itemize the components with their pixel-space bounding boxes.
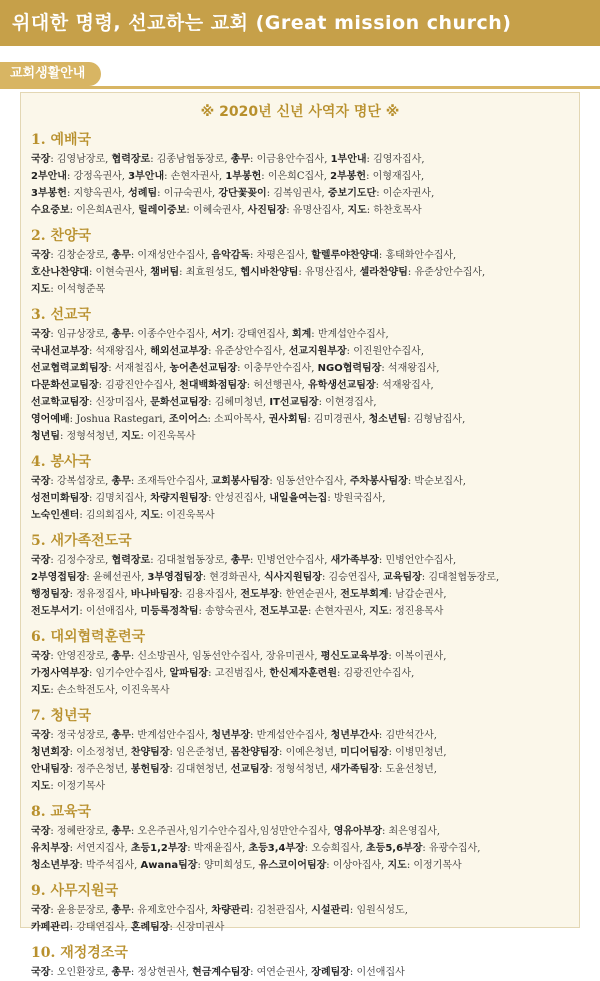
member-line: 국장: 김정수장로, 협력장로: 김대철협동장로, 총무: 민병언안수집사, 새가족부장: 민병언안수집사, bbox=[31, 555, 457, 566]
page-header bbox=[0, 0, 600, 46]
member-line: 행정팀장: 정유정집사, 바나바팀장: 김용자집사, 전도부장: 한연순권사, 전도부회계: 남갑순권사, bbox=[31, 589, 447, 600]
section-tab-label: 교회생활안내 bbox=[10, 66, 86, 81]
member-line: 청년팀: 정형석청년, 지도: 이진욱목사 bbox=[31, 431, 196, 442]
page-title: 위대한 명령, 선교하는 교회 (Great mission church) bbox=[12, 12, 512, 34]
department-title: 8. 교육국 bbox=[31, 804, 92, 820]
member-line: 가정사역부장: 임기수안수집사, 알파팀장: 고진범집사, 한신제자훈련원: 김광진안수집사, bbox=[31, 668, 415, 679]
department-section bbox=[31, 801, 569, 874]
member-line: 청년회장: 이소정청년, 찬양팀장: 임은준청년, 몸찬양팀장: 이예은청년, 미디어팀장: 이병민청년, bbox=[31, 747, 447, 758]
department-title: 1. 예배국 bbox=[31, 132, 92, 148]
member-line: 국장: 안영진장로, 총무: 신소방권사, 임동선안수집사, 장유미권사, 평신도교육부장: 이복이권사, bbox=[31, 651, 447, 662]
section-divider bbox=[0, 86, 600, 89]
member-line: 전도부서기: 이선애집사, 미등록정착팀: 송향숙권사, 전도부고문: 손현자권사, 지도: 정진용목사 bbox=[31, 606, 444, 617]
department-section bbox=[31, 225, 569, 298]
notice-title: ※ 2020년 신년 사역자 명단 ※ bbox=[200, 104, 400, 120]
department-section bbox=[31, 304, 569, 445]
department-section bbox=[31, 451, 569, 524]
member-line: 2부영접팀장: 윤혜선권사, 3부영접팀장: 현경화권사, 식사지원팀장: 김승연집사, 교육팀장: 김대철협동장로, bbox=[31, 572, 500, 583]
member-line: 선교협력교회팀장: 서재철집사, 농어촌선교팀장: 이충무안수집사, NGO협력팀장: 석재왕집사, bbox=[31, 363, 440, 374]
member-line: 3부봉헌: 지향옥권사, 성례팀: 이규숙권사, 강단꽃꽂이: 김복임권사, 중보기도단: 이순자권사, bbox=[31, 188, 435, 199]
department-section bbox=[31, 129, 569, 219]
department-title: 7. 청년국 bbox=[31, 708, 92, 724]
department-title: 10. 재정경조국 bbox=[31, 945, 128, 961]
member-line: 2부안내: 강정옥권사, 3부안내: 손현자권사, 1부봉헌: 이은희C집사, 2부봉헌: 이형재집사, bbox=[31, 171, 425, 182]
notice-box bbox=[20, 92, 580, 978]
member-line: 선교학교팀장: 신장미집사, 문화선교팀장: 김혜미청년, IT선교팀장: 이현경집사, bbox=[31, 397, 377, 408]
department-title: 2. 찬양국 bbox=[31, 228, 92, 244]
member-line: 국장: 정국성장로, 총무: 반계섭안수집사, 청년부장: 반계섭안수집사, 청년부간사: 김반석간사, bbox=[31, 730, 437, 741]
department-section bbox=[31, 626, 569, 699]
department-title: 4. 봉사국 bbox=[31, 454, 92, 470]
member-line: 카페관리: 강태연집사, 혼례팀장: 신장미권사 bbox=[31, 922, 225, 933]
member-line: 다문화선교팀장: 김광진안수집사, 천대백화점팀장: 허선행권사, 유학생선교팀장: 석재왕집사, bbox=[31, 380, 434, 391]
department-title: 5. 새가족전도국 bbox=[31, 533, 132, 549]
section-list bbox=[31, 129, 569, 981]
department-title: 3. 선교국 bbox=[31, 307, 92, 323]
member-line: 안내팀장: 정주은청년, 봉헌팀장: 김대현청년, 선교팀장: 정형석청년, 새가족팀장: 도윤선청년, bbox=[31, 764, 437, 775]
department-title: 6. 대외협력훈련국 bbox=[31, 629, 146, 645]
member-line: 국장: 김영남장로, 협력장로: 김종남협동장로, 총무: 이금용안수집사, 1부안내: 김영자집사, bbox=[31, 154, 425, 165]
member-line: 지도: 이석형준목 bbox=[31, 284, 106, 295]
department-section bbox=[31, 705, 569, 795]
member-line: 국장: 오인환장로, 총무: 정상현권사, 현금계수팀장: 여연순권사, 장례팀장: 이선애집사 bbox=[31, 967, 405, 978]
member-line: 국장: 강복섭장로, 총무: 조재득안수집사, 교회봉사팀장: 임동선안수집사, 주차봉사팀장: 박순보집사, bbox=[31, 476, 466, 487]
member-line: 영어예배: Joshua Rastegari, 조이어스: 소피아목사, 권사회팀: 김미경권사, 청소년팀: 김형남집사, bbox=[31, 414, 466, 425]
member-line: 국장: 김창순장로, 총무: 이재성안수집사, 음악감독: 차평은집사, 할렐루야찬양대: 홍태화안수집사, bbox=[31, 250, 457, 261]
member-line: 지도: 이정기목사 bbox=[31, 781, 106, 792]
member-line: 지도: 손소학전도사, 이진욱목사 bbox=[31, 685, 170, 696]
member-line: 국내선교부장: 석재왕집사, 해외선교부장: 유준상안수집사, 선교지원부장: 이진원안수집사, bbox=[31, 346, 425, 357]
member-line: 국장: 윤용문장로, 총무: 유제호안수집사, 차량관리: 김천관집사, 시설관리: 임원식성도, bbox=[31, 905, 408, 916]
section-tab bbox=[0, 62, 101, 86]
member-line: 노숙인센터: 김의회집사, 지도: 이진욱목사 bbox=[31, 510, 215, 521]
department-section bbox=[31, 880, 569, 936]
member-line: 국장: 정혜란장로, 총무: 오은주권사,임기수안수집사,임성만안수집사, 영유아부장: 최은영집사, bbox=[31, 826, 441, 837]
department-section bbox=[31, 530, 569, 620]
member-line: 호산나찬양대: 이현숙권사, 챔버팀: 최효원성도, 헵시바찬양팀: 유명산집사, 셀라찬양팀: 유준상안수집사, bbox=[31, 267, 486, 278]
member-line: 국장: 임규상장로, 총무: 이종수안수집사, 서기: 강태연집사, 회계: 반계섭안수집사, bbox=[31, 329, 389, 340]
member-line: 청소년부장: 박주석집사, Awana팀장: 양미희성도, 유스코이어팀장: 이상아집사, 지도: 이정기목사 bbox=[31, 860, 462, 871]
member-line: 수요중보: 이은희A권사, 릴레이중보: 이혜숙권사, 사진팀장: 유명산집사, 지도: 하찬호목사 bbox=[31, 205, 422, 216]
department-section bbox=[31, 942, 569, 981]
member-line: 유치부장: 서연지집사, 초등1,2부장: 박재윤집사, 초등3,4부장: 오승희집사, 초등5,6부장: 유광수집사, bbox=[31, 843, 481, 854]
member-line: 성전미화팀장: 김명치집사, 차량지원팀장: 안성진집사, 내일을여는집: 방원국집사, bbox=[31, 493, 386, 504]
department-title: 9. 사무지원국 bbox=[31, 883, 119, 899]
